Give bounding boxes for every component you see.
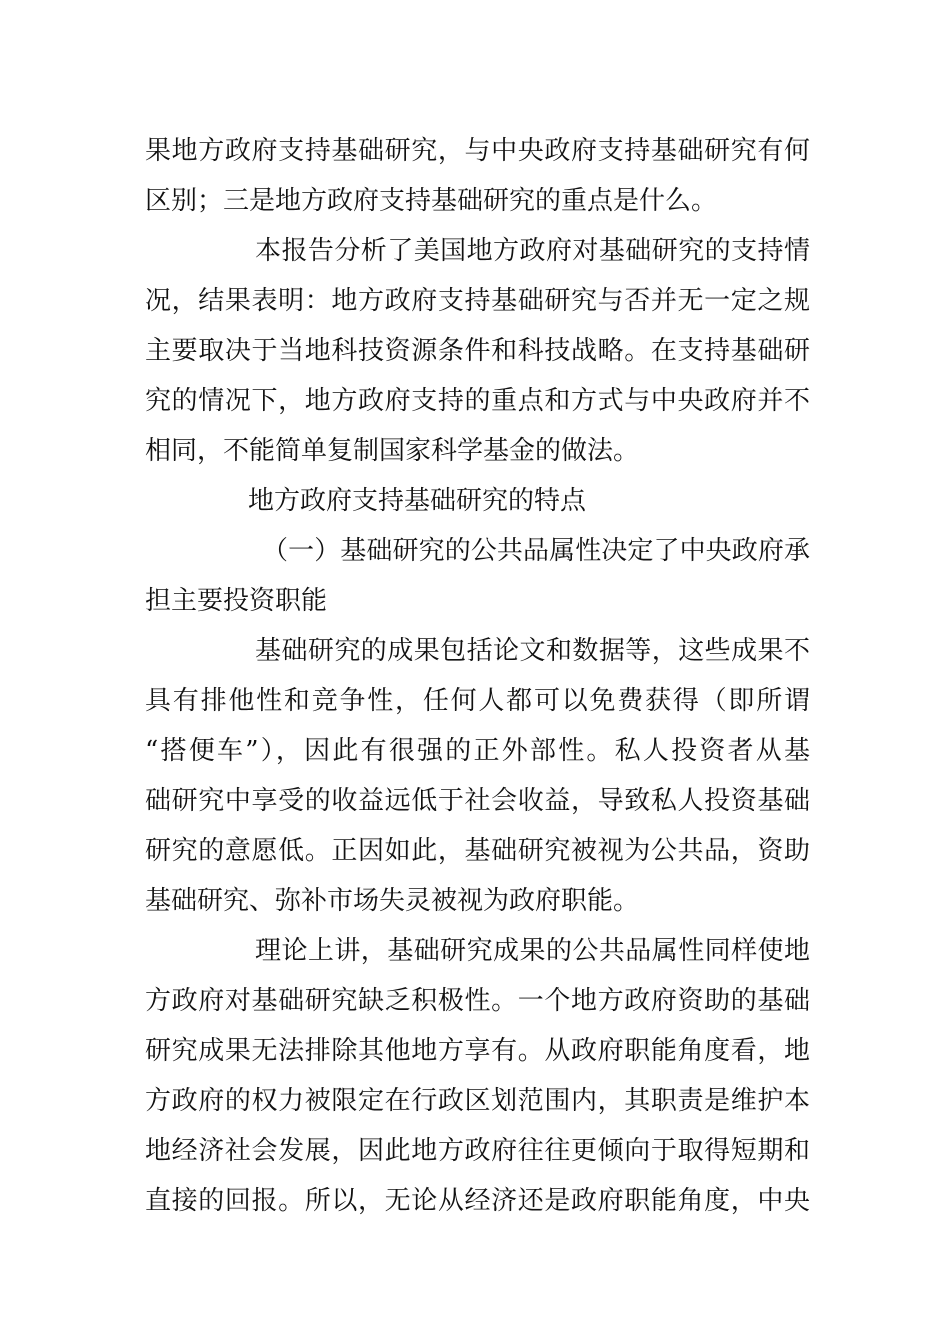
- text-line: 直接的回报。所以，无论从经济还是政府职能角度，中央: [145, 1186, 810, 1216]
- text-line: 具有排他性和竞争性，任何人都可以免费获得（即所谓: [145, 686, 810, 716]
- text-line: 基础研究、弥补市场失灵被视为政府职能。: [145, 886, 640, 916]
- text-line: 研究成果无法排除其他地方享有。从政府职能角度看，地: [145, 1036, 810, 1066]
- paragraph-first-line: 本报告分析了美国地方政府对基础研究的支持情: [255, 236, 810, 266]
- text-line: 础研究中享受的收益远低于社会收益，导致私人投资基础: [145, 786, 810, 816]
- text-line: 方政府对基础研究缺乏积极性。一个地方政府资助的基础: [145, 986, 810, 1016]
- text-line: 方政府的权力被限定在行政区划范围内，其职责是维护本: [145, 1086, 810, 1116]
- subsection-heading-continued: 担主要投资职能: [145, 586, 328, 616]
- text-line: 相同，不能简单复制国家科学基金的做法。: [145, 436, 640, 466]
- paragraph-first-line: 理论上讲，基础研究成果的公共品属性同样使地: [255, 936, 810, 966]
- section-heading: 地方政府支持基础研究的特点: [248, 486, 587, 516]
- text-line: 研究的意愿低。正因如此，基础研究被视为公共品，资助: [145, 836, 810, 866]
- text-line: 果地方政府支持基础研究，与中央政府支持基础研究有何: [145, 136, 810, 166]
- text-line: 究的情况下，地方政府支持的重点和方式与中央政府并不: [145, 386, 810, 416]
- text-line: “搭便车”），因此有很强的正外部性。私人投资者从基: [145, 736, 810, 766]
- paragraph-first-line: 基础研究的成果包括论文和数据等，这些成果不: [255, 636, 810, 666]
- text-line: 地经济社会发展，因此地方政府往往更倾向于取得短期和: [145, 1136, 810, 1166]
- text-line: 主要取决于当地科技资源条件和科技战略。在支持基础研: [145, 336, 810, 366]
- subsection-heading: （一）基础研究的公共品属性决定了中央政府承: [262, 536, 810, 566]
- text-line: 区别；三是地方政府支持基础研究的重点是什么。: [145, 186, 718, 216]
- text-line: 况，结果表明：地方政府支持基础研究与否并无一定之规: [145, 286, 810, 316]
